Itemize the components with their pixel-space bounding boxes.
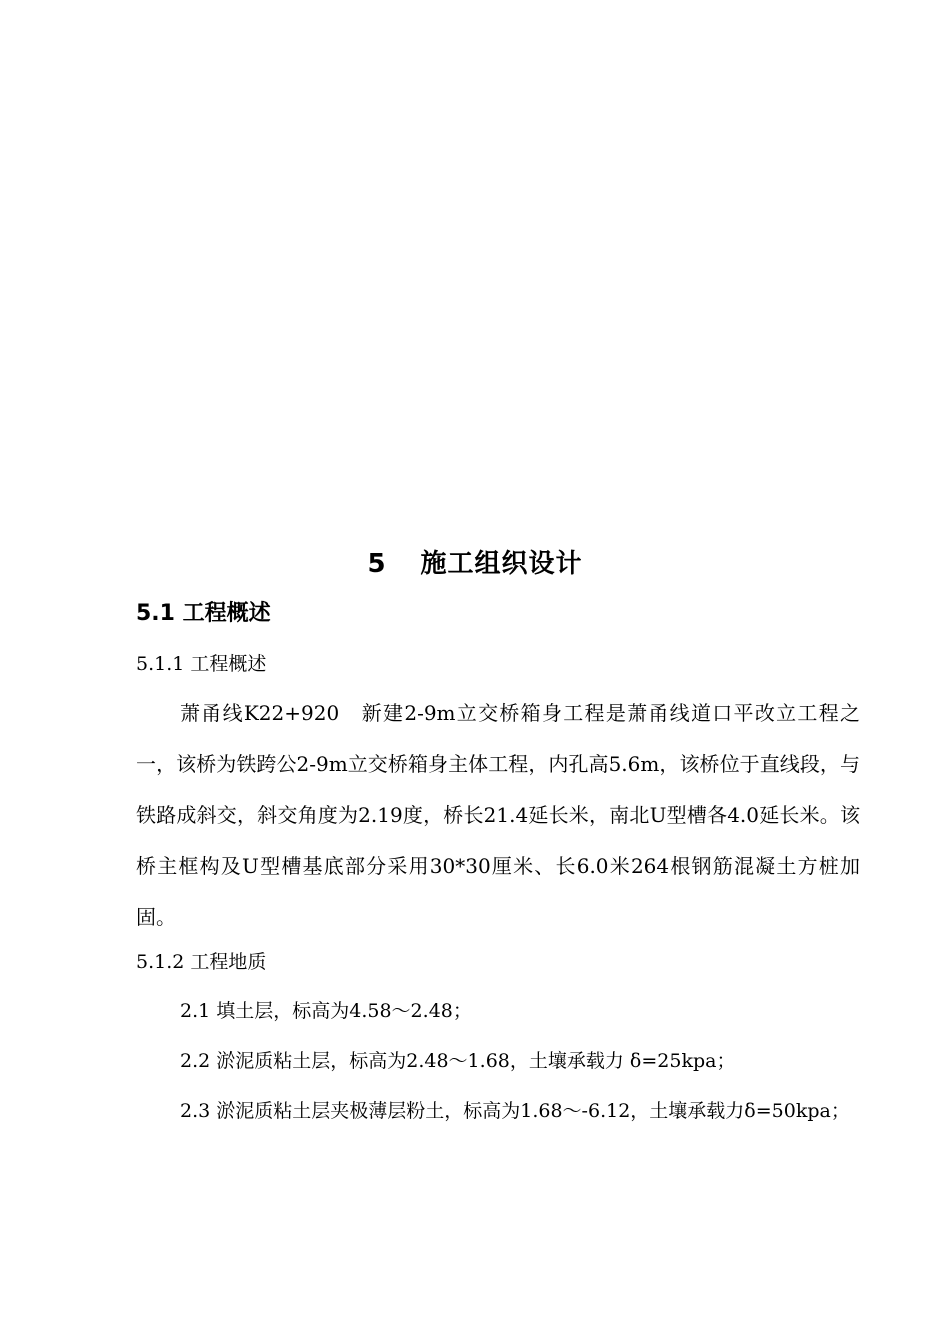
chapter-title-text: 施工组织设计	[420, 549, 583, 579]
subsection-heading-geology: 5.1.2 工程地质	[136, 951, 267, 973]
chapter-number: 5	[367, 549, 387, 579]
subsection-heading-overview: 5.1.1 工程概述	[136, 653, 267, 675]
section-title: 5.1 工程概述	[136, 601, 271, 626]
geology-item-1: 2.1 填土层，标高为4.58～2.48；	[180, 1000, 472, 1022]
geology-item-3: 2.3 淤泥质粘土层夹极薄层粉土，标高为1.68～-6.12，土壤承载力δ=50kpa；	[180, 1100, 850, 1122]
geology-item-2: 2.2 淤泥质粘土层，标高为2.48～1.68，土壤承载力 δ=25kpa；	[180, 1050, 736, 1072]
chapter-title	[0, 546, 950, 582]
overview-paragraph: 萧甬线K22+920 新建2-9m立交桥箱身工程是萧甬线道口平改立工程之一，该桥为铁跨公2-9m立交桥箱身主体工程，内孔高5.6m，该桥位于直线段，与铁路成斜交，斜交角度为2.19度，桥长21.4延长米，南北U型槽各4.0延长米。该桥主框构及U型槽基底部分采用30*30厘米、长6.0米264根钢筋混凝土方桩加固。	[136, 701, 860, 929]
